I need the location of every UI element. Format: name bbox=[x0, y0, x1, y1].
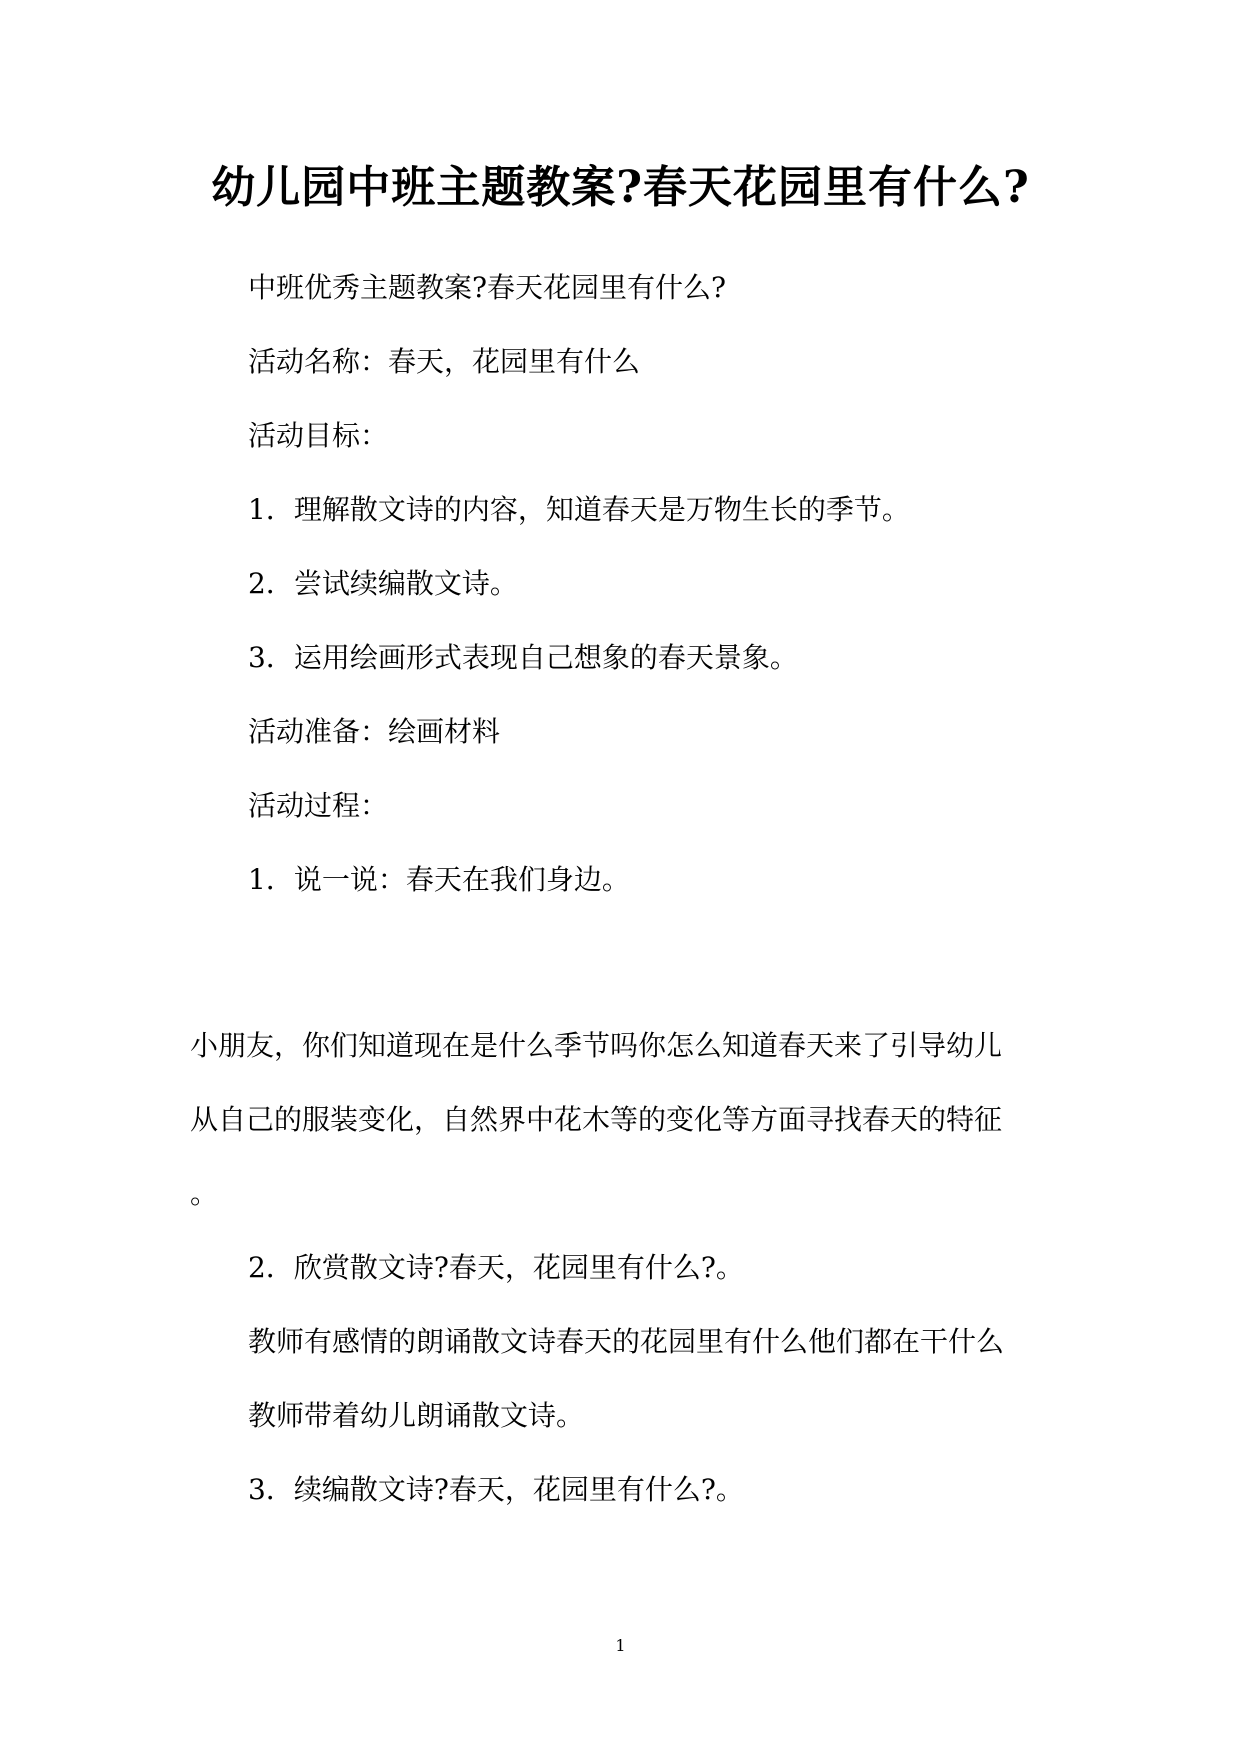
process-step-1: 1．说一说：春天在我们身边。 bbox=[248, 863, 630, 896]
teacher-reading-line: 教师有感情的朗诵散文诗春天的花园里有什么他们都在干什么 bbox=[248, 1325, 1005, 1358]
goal-item-2: 2．尝试续编散文诗。 bbox=[248, 567, 518, 600]
paragraph-line-1: 小朋友，你们知道现在是什么季节吗你怎么知道春天来了引导幼儿 bbox=[190, 1029, 1003, 1062]
activity-goals-heading: 活动目标： bbox=[248, 419, 389, 452]
subtitle-line: 中班优秀主题教案?春天花园里有什么? bbox=[248, 271, 727, 304]
paragraph-line-3: 。 bbox=[190, 1177, 219, 1210]
goal-item-3: 3．运用绘画形式表现自己想象的春天景象。 bbox=[248, 641, 798, 674]
goal-item-1: 1．理解散文诗的内容，知道春天是万物生长的季节。 bbox=[248, 493, 910, 526]
process-step-3: 3．续编散文诗?春天，花园里有什么?。 bbox=[248, 1473, 744, 1506]
page-number: 1 bbox=[615, 1636, 626, 1655]
process-step-2: 2．欣赏散文诗?春天，花园里有什么?。 bbox=[248, 1251, 744, 1284]
paragraph-line-2: 从自己的服装变化，自然界中花木等的变化等方面寻找春天的特征 bbox=[190, 1103, 1003, 1136]
activity-preparation-line: 活动准备：绘画材料 bbox=[248, 715, 501, 748]
document-title: 幼儿园中班主题教案?春天花园里有什么? bbox=[211, 162, 1030, 213]
activity-name-line: 活动名称：春天，花园里有什么 bbox=[248, 345, 641, 378]
activity-process-heading: 活动过程： bbox=[248, 789, 389, 822]
teacher-leading-line: 教师带着幼儿朗诵散文诗。 bbox=[248, 1399, 585, 1432]
